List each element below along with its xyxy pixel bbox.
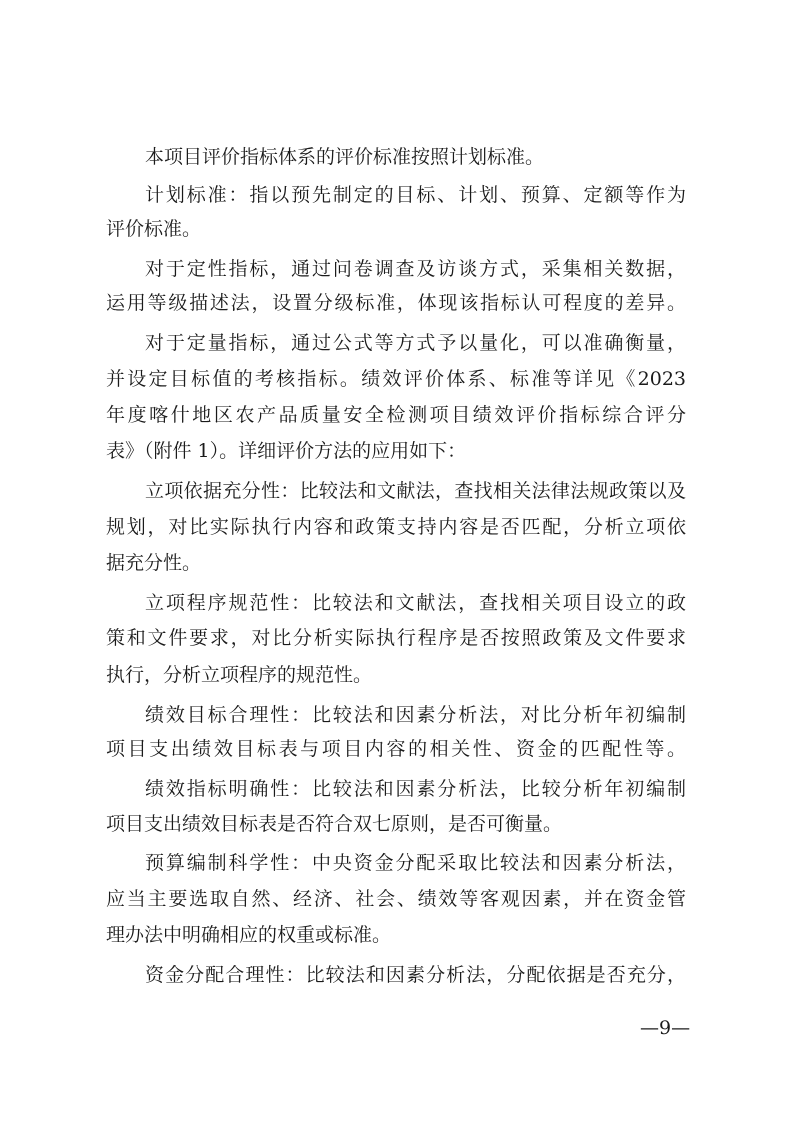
- paragraph-2-line-2: 评价标准。: [106, 218, 202, 240]
- paragraph-8-line-1: 绩效指标明确性：比较法和因素分析法，比较分析年初编制: [145, 778, 686, 800]
- paragraph-4-line-3: 年度喀什地区农产品质量安全检测项目绩效评价指标综合评分: [106, 404, 686, 426]
- paragraph-3-line-2: 运用等级描述法，设置分级标准，体现该指标认可程度的差异。: [106, 292, 686, 314]
- paragraph-7-line-1: 绩效目标合理性：比较法和因素分析法，对比分析年初编制: [145, 704, 686, 726]
- paragraph-9-line-1: 预算编制科学性：中央资金分配采取比较法和因素分析法，: [145, 852, 686, 874]
- paragraph-10-line-1: 资金分配合理性：比较法和因素分析法，分配依据是否充分，: [145, 964, 686, 986]
- paragraph-4-line-2: 并设定目标值的考核指标。绩效评价体系、标准等详见《2023: [106, 368, 686, 390]
- paragraph-4-line-1: 对于定量指标，通过公式等方式予以量化，可以准确衡量，: [145, 332, 686, 354]
- page-number: —9—: [640, 1017, 691, 1039]
- paragraph-9-line-3: 理办法中明确相应的权重或标准。: [106, 924, 392, 946]
- paragraph-2-line-1: 计划标准：指以预先制定的目标、计划、预算、定额等作为: [145, 184, 686, 206]
- paragraph-5-line-2: 规划，对比实际执行内容和政策支持内容是否匹配，分析立项依: [106, 516, 686, 538]
- paragraph-6-line-1: 立项程序规范性：比较法和文献法，查找相关项目设立的政: [145, 592, 686, 614]
- paragraph-5-line-1: 立项依据充分性：比较法和文献法，查找相关法律法规政策以及: [145, 480, 686, 502]
- paragraph-5-line-3: 据充分性。: [106, 552, 202, 574]
- paragraph-8-line-2: 项目支出绩效目标表是否符合双七原则，是否可衡量。: [106, 813, 563, 835]
- paragraph-3-line-1: 对于定性指标，通过问卷调查及访谈方式，采集相关数据，: [145, 258, 686, 280]
- paragraph-6-line-3: 执行，分析立项程序的规范性。: [106, 664, 373, 686]
- paragraph-9-line-2: 应当主要选取自然、经济、社会、绩效等客观因素，并在资金管: [106, 888, 686, 910]
- paragraph-1-line-1: 本项目评价指标体系的评价标准按照计划标准。: [145, 146, 545, 168]
- paragraph-7-line-2: 项目支出绩效目标表与项目内容的相关性、资金的匹配性等。: [106, 738, 686, 760]
- paragraph-6-line-2: 策和文件要求，对比分析实际执行程序是否按照政策及文件要求: [106, 627, 686, 649]
- paragraph-4-line-4: 表》（附件 1）。详细评价方法的应用如下：: [106, 440, 467, 462]
